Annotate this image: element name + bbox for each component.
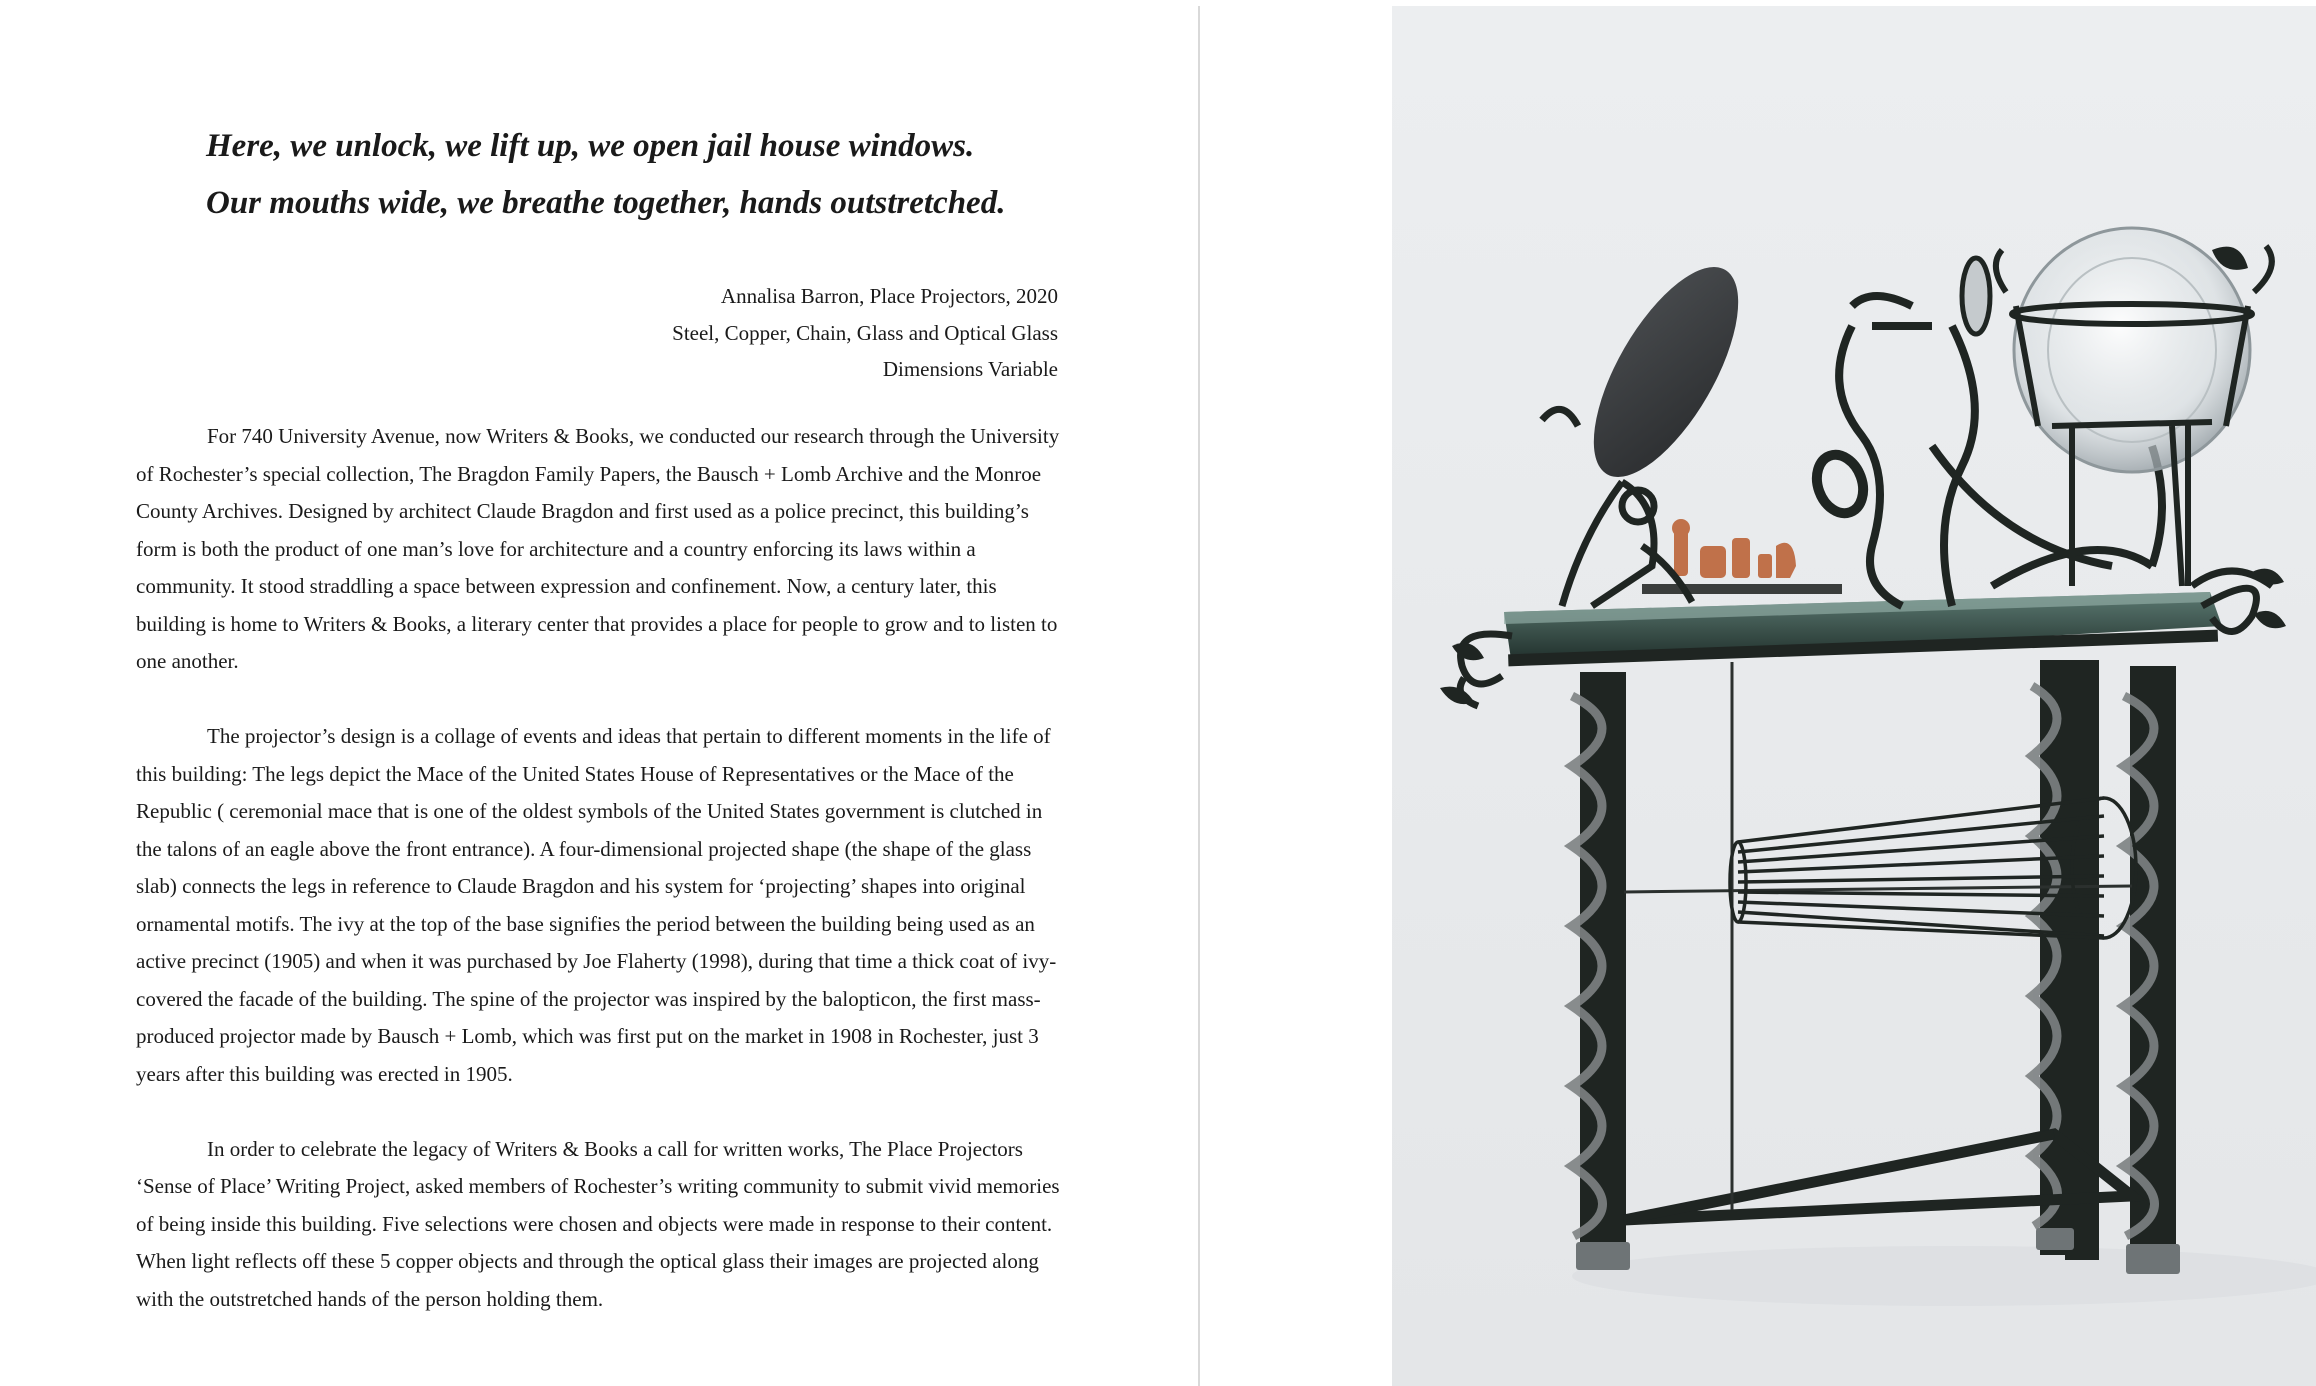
epigraph — [206, 118, 1106, 232]
artwork-photo — [1392, 6, 2316, 1386]
paragraph-design: The projector’s design is a collage of events and ideas that pertain to different moments in the life of this building: The legs depict the Mace of the United States House of Representatives or the Mace of the Republic ( ceremonial mace that is one of the oldest symbols of the United States government is clutched in the talons of an eagle above the front entrance). A four-dimensional projected shape (the shape of the glass slab) connects the legs in reference to Claude Bragdon and his system for ‘projecting’ shapes into original ornamental motifs. The ivy at the top of the base signifies the period between the building being used as an active precinct (1905) and when it was purchased by Joe Flaherty (1998), during that time a thick coat of ivy-covered the facade of the building. The spine of the projector was inspired by the balopticon, the first mass-produced projector made by Bausch + Lomb, which was first put on the market in 1908 in Rochester, just 3 years after this building was erected in 1905. — [136, 724, 1057, 1086]
epigraph-line-2: Our mouths wide, we breathe together, hands outstretched. — [206, 185, 1006, 221]
epigraph-line-1: Here, we unlock, we lift up, we open jail house windows. — [206, 128, 975, 164]
credit-dimensions: Dimensions Variable — [882, 357, 1058, 381]
artwork-credit — [358, 278, 1058, 388]
credit-materials: Steel, Copper, Chain, Glass and Optical Glass — [672, 320, 1058, 345]
paragraph-writing-project: In order to celebrate the legacy of Writers & Books a call for written works, The Place Projectors ‘Sense of Place’ Writing Project, asked members of Rochester’s writing community to submit vivid memories of being inside this building. Five selections were chosen and objects were made in response to their content. When light reflects off these 5 copper objects and through the optical glass their images are projected along with the outstretched hands of the person holding them. — [136, 1136, 1060, 1311]
credit-artist-title: Annalisa Barron, Place Projectors, 2020 — [720, 284, 1058, 308]
body-text — [136, 418, 1060, 1356]
projector-sculpture-image — [1392, 6, 2316, 1386]
paragraph-research: For 740 University Avenue, now Writers & Books, we conducted our research through the University of Rochester’s special collection, The Bragdon Family Papers, the Bausch + Lomb Archive and the Monroe County Archives. Designed by architect Claude Bragdon and first used as a police precinct, this building’s form is both the product of one man’s love for architecture and a country enforcing its laws within a community. It stood straddling a space between expression and confinement. Now, a century later, this building is home to Writers & Books, a literary center that provides a place for people to grow and to listen to one another. — [136, 424, 1060, 673]
page-divider — [1198, 6, 1200, 1386]
